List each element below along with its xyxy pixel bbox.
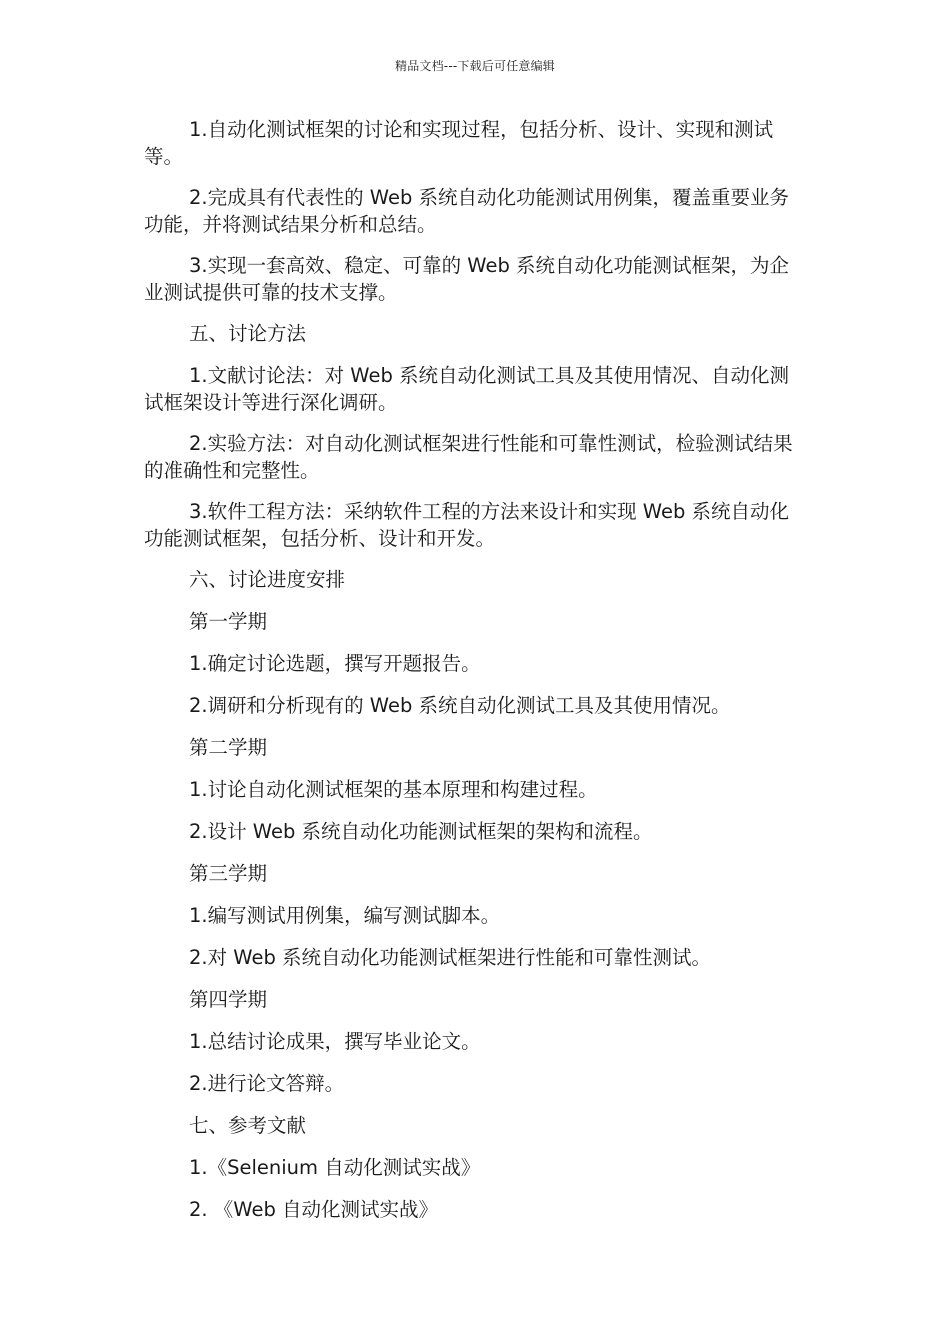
section-heading-schedule: 六、讨论进度安排: [189, 568, 346, 591]
reference-item: 2. 《Web 自动化测试实战》: [189, 1198, 439, 1221]
section-heading-references: 七、参考文献: [189, 1114, 307, 1137]
list-item: 2.进行论文答辩。: [189, 1072, 345, 1095]
section-heading-methods: 五、讨论方法: [189, 322, 307, 345]
list-item: 1.总结讨论成果，撰写毕业论文。: [189, 1030, 481, 1053]
paragraph-method-1: 1.文献讨论法：对 Web 系统自动化测试工具及其使用情况、自动化测试框架设计等进行深化调研。: [144, 364, 790, 414]
paragraph-goal-3: 3.实现一套高效、稳定、可靠的 Web 系统自动化功能测试框架，为企业测试提供可靠的技术支撑。: [144, 254, 790, 304]
term-heading-1: 第一学期: [189, 610, 268, 633]
paragraph-goal-2: 2.完成具有代表性的 Web 系统自动化功能测试用例集，覆盖重要业务功能，并将测试结果分析和总结。: [144, 186, 790, 236]
paragraph-goal-1: 1.自动化测试框架的讨论和实现过程，包括分析、设计、实现和测试等。: [144, 118, 774, 168]
reference-item: 1.《Selenium 自动化测试实战》: [189, 1156, 481, 1179]
paragraph-method-3: 3.软件工程方法：采纳软件工程的方法来设计和实现 Web 系统自动化功能测试框架，包括分析、设计和开发。: [144, 500, 790, 550]
list-item: 2.对 Web 系统自动化功能测试框架进行性能和可靠性测试。: [189, 946, 712, 969]
term-heading-4: 第四学期: [189, 988, 268, 1011]
list-item: 1.确定讨论选题，撰写开题报告。: [189, 652, 481, 675]
document-body: [144, 116, 806, 1238]
list-item: 1.讨论自动化测试框架的基本原理和构建过程。: [189, 778, 598, 801]
term-heading-2: 第二学期: [189, 736, 268, 759]
list-item: 1.编写测试用例集，编写测试脚本。: [189, 904, 501, 927]
paragraph-method-2: 2.实验方法：对自动化测试框架进行性能和可靠性测试，检验测试结果的准确性和完整性。: [144, 432, 793, 482]
term-heading-3: 第三学期: [189, 862, 268, 885]
list-item: 2.调研和分析现有的 Web 系统自动化测试工具及其使用情况。: [189, 694, 731, 717]
list-item: 2.设计 Web 系统自动化功能测试框架的架构和流程。: [189, 820, 653, 843]
page-header-watermark: 精品文档---下载后可任意编辑: [395, 59, 555, 73]
